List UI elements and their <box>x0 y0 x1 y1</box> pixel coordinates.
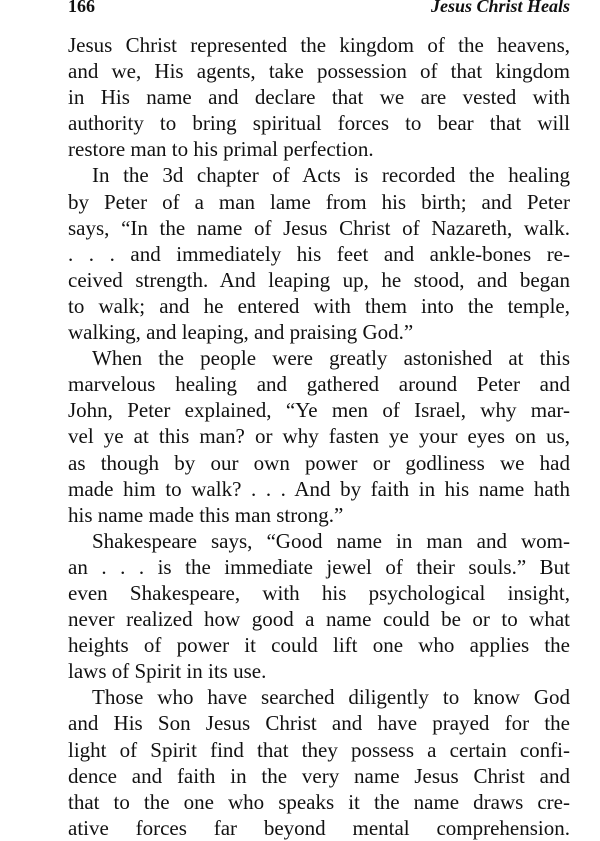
text-line: Jesus Christ represented the kingdom of the heavens, <box>68 33 570 57</box>
text-line: When the people were greatly astonished at this <box>92 346 570 371</box>
page-header <box>68 0 570 20</box>
paragraph <box>68 32 570 162</box>
text-line: Those who have searched diligently to know God <box>92 685 570 710</box>
paragraph <box>68 528 570 685</box>
text-line: authority to bring spiritual forces to bear that will <box>68 111 570 136</box>
text-line: laws of Spirit in its use. <box>68 659 267 684</box>
text-line: an . . . is the immediate jewel of their souls.” But <box>68 554 570 579</box>
text-line: . . . and immediately his feet and ankle-bones re- <box>68 241 570 266</box>
text-line: by Peter of a man lame from his birth; and Peter <box>68 189 570 214</box>
text-line: walking, and leaping, and praising God.” <box>68 320 414 345</box>
text-line: marvelous healing and gathered around Peter and <box>68 372 570 397</box>
text-line: and we, His agents, take possession of that kingdom <box>68 59 570 84</box>
text-line: even Shakespeare, with his psychological insight, <box>68 580 570 605</box>
text-line: John, Peter explained, “Ye men of Israel, why mar- <box>68 398 570 423</box>
text-line: says, “In the name of Jesus Christ of Nazareth, walk. <box>68 215 570 240</box>
page-body <box>68 32 570 841</box>
text-line: to walk; and he entered with them into the temple, <box>68 293 570 318</box>
text-line: as though by our own power or godliness we had <box>68 450 570 475</box>
text-line: heights of power it could lift one who applies the <box>68 633 570 658</box>
paragraph <box>68 345 570 528</box>
text-line: Shakespeare says, “Good name in man and wom- <box>92 528 570 553</box>
text-line: ative forces far beyond mental comprehension. <box>68 815 570 840</box>
paragraph <box>68 162 570 345</box>
paragraph <box>68 684 570 841</box>
text-line: that to the one who speaks it the name draws cre- <box>68 789 570 814</box>
text-line: his name made this man strong.” <box>68 502 344 527</box>
text-line: never realized how good a name could be or to what <box>68 607 570 632</box>
text-line: vel ye at this man? or why fasten ye your eyes on us, <box>68 424 570 449</box>
text-line: restore man to his primal perfection. <box>68 137 374 162</box>
running-head: Jesus Christ Heals <box>430 0 570 16</box>
text-line: light of Spirit find that they possess a certain confi- <box>68 737 570 762</box>
text-line: In the 3d chapter of Acts is recorded the healing <box>92 163 570 188</box>
text-line: made him to walk? . . . And by faith in his name hath <box>68 476 570 501</box>
page-number: 166 <box>68 0 95 16</box>
text-line: ceived strength. And leaping up, he stood, and began <box>68 267 570 292</box>
text-line: and His Son Jesus Christ and have prayed for the <box>68 711 570 736</box>
text-line: dence and faith in the very name Jesus Christ and <box>68 763 570 788</box>
text-line: in His name and declare that we are vested with <box>68 85 570 110</box>
